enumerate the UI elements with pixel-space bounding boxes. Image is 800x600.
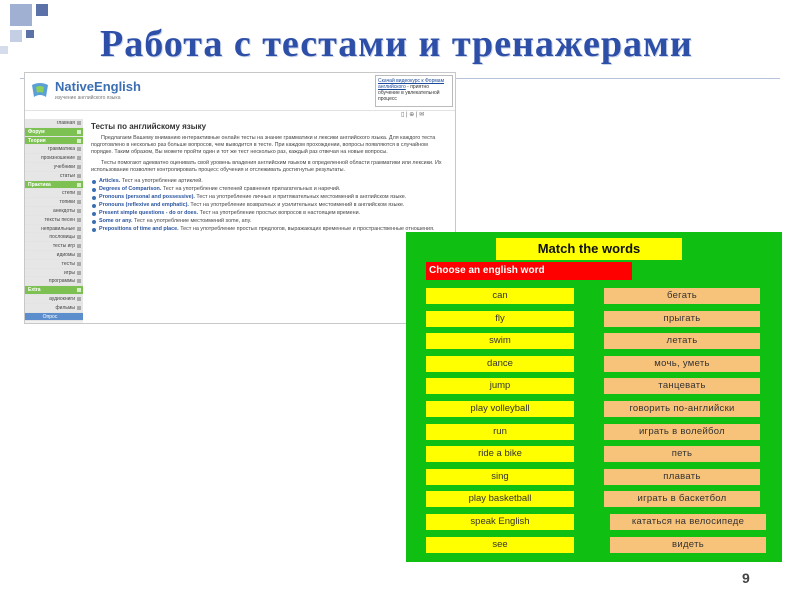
slide-title: Работа с тестами и тренажерами (100, 23, 693, 65)
test-description: Тест на употребление степеней сравнения прилагательных и наречий. (162, 186, 341, 192)
nav-item-label: аудиокниги (49, 295, 75, 302)
nav-arrow-icon (77, 279, 81, 283)
nav-item[interactable] (25, 145, 83, 154)
translation-button[interactable]: мочь, уметь (604, 356, 760, 372)
nav-arrow-icon (77, 183, 81, 187)
test-list-item (91, 194, 451, 201)
nav-item[interactable] (25, 172, 83, 181)
english-word-button[interactable]: see (426, 537, 574, 553)
game-prompt: Choose an english word (426, 262, 632, 280)
test-list-item (91, 202, 451, 209)
english-word-button[interactable]: ride a bike (426, 446, 574, 462)
nav-item-label: главная (56, 120, 75, 126)
translation-button[interactable]: танцевать (604, 378, 760, 394)
game-title: Match the words (496, 238, 682, 260)
nav-item[interactable] (25, 233, 83, 242)
nav-item[interactable] (25, 128, 83, 137)
translation-button[interactable]: плавать (604, 469, 760, 485)
site-header (25, 73, 455, 111)
nav-arrow-icon (77, 297, 81, 301)
nav-item[interactable] (25, 304, 83, 313)
english-word-button[interactable]: dance (426, 356, 574, 372)
site-nav (25, 119, 83, 323)
test-link[interactable]: Degrees of Comparison. (99, 186, 162, 192)
nav-item-label: степи (61, 190, 75, 197)
nav-item[interactable] (25, 163, 83, 172)
site-logo-tagline: изучение английского языка (55, 95, 121, 101)
intro-paragraph-1: Предлагаем Вашему вниманию интерактивные онлайн тесты на знание грамматики и лексики английского языка. Для каждого теста подготовлено в несколько раз больше вопросов, чем выводится в тесте. При каждом прохождении, вопросы появляются в случайном порядке. Таким образом, Вы можете пройти один и тот же тест несколько раз, каждый раз отвечая на новые вопросы. (91, 135, 436, 155)
nav-item[interactable] (25, 313, 83, 322)
nav-item-label: программы (48, 278, 75, 285)
translation-button[interactable]: петь (604, 446, 760, 462)
nav-item[interactable] (25, 269, 83, 278)
nav-arrow-icon (77, 218, 81, 222)
nav-arrow-icon (77, 244, 81, 248)
nav-item-label: неправильные (41, 225, 75, 232)
page-number: 9 (742, 570, 750, 586)
ad-text: - приятно обучение в увлекательной процесс (378, 84, 440, 102)
nav-item[interactable] (25, 225, 83, 234)
nav-arrow-icon (77, 200, 81, 204)
english-word-button[interactable]: play basketball (426, 491, 574, 507)
test-description: Тест на употребление простых вопросов в настоящем времени. (199, 210, 361, 216)
nav-arrow-icon (77, 130, 81, 134)
nav-item-label: фильмы (55, 304, 75, 311)
test-description: Тест на употребление местоимений some, any. (133, 218, 252, 224)
nav-item[interactable] (25, 189, 83, 198)
test-link[interactable]: Present simple questions - do or does. (99, 210, 199, 216)
nav-item-label: Теория (28, 137, 46, 144)
translation-button[interactable]: летать (604, 333, 760, 349)
nav-arrow-icon (77, 227, 81, 231)
site-logo-text[interactable]: NativeEnglish (55, 79, 141, 94)
site-toolbar: ▯ | ⊕ | ✉ (401, 112, 425, 118)
nav-item-label: учебники (53, 163, 75, 170)
nav-arrow-icon (77, 253, 81, 257)
english-word-button[interactable]: run (426, 424, 574, 440)
nav-arrow-icon (77, 235, 81, 239)
nav-item-label: тесты (61, 260, 75, 267)
intro-paragraph-2: Тесты помогают адекватно оценивать свой уровень владения английским языком в определенной области грамматики или лексики. Их использование позволяет контролировать процесс обучения и отслеживать достигнутые результаты. (91, 160, 442, 173)
nav-arrow-icon (77, 262, 81, 266)
nav-item[interactable] (25, 260, 83, 269)
ad-link[interactable]: Скачай видеокурс к Формам английского (378, 78, 445, 90)
nav-item-label: тексты песен (44, 216, 75, 223)
test-link[interactable]: Pronouns (personal and possessive). (99, 194, 195, 200)
nav-arrow-icon (77, 139, 81, 143)
nav-arrow-icon (77, 165, 81, 169)
translation-button[interactable]: прыгать (604, 311, 760, 327)
test-list-item (91, 178, 451, 185)
nav-item[interactable] (25, 286, 83, 295)
nav-item-label: Extra (28, 287, 41, 294)
english-word-button[interactable]: play volleyball (426, 401, 574, 417)
nav-item[interactable] (25, 137, 83, 146)
nav-item-label: анекдоты (53, 207, 75, 214)
test-link[interactable]: Pronouns (reflexive and emphatic). (99, 202, 189, 208)
translation-button[interactable]: говорить по-английски (604, 401, 760, 417)
nav-arrow-icon (77, 121, 81, 125)
test-description: Тест на употребление простых предлогов, выражающих временные и пространственные отношения. (180, 226, 435, 232)
content-title: Тесты по английскому языку (91, 122, 207, 131)
nav-item[interactable] (25, 198, 83, 207)
ad-box[interactable] (375, 75, 453, 107)
nav-item-label: игры (64, 269, 75, 276)
nav-item-label: статьи (59, 172, 75, 179)
test-description: Тест на употребление личных и притяжательных местоимений в английском языке. (196, 194, 407, 200)
english-word-button[interactable]: sing (426, 469, 574, 485)
english-word-button[interactable]: can (426, 288, 574, 304)
nav-item-label: пословицы (49, 234, 75, 241)
nav-item[interactable] (25, 216, 83, 225)
translation-button[interactable]: играть в баскетбол (604, 491, 760, 507)
test-list-item (91, 186, 451, 193)
website-screenshot (24, 72, 456, 324)
english-word-button[interactable]: jump (426, 378, 574, 394)
nav-item[interactable] (25, 154, 83, 163)
site-content (91, 123, 451, 323)
test-link[interactable]: Articles. (99, 178, 121, 184)
nav-item[interactable] (25, 207, 83, 216)
nav-arrow-icon (77, 306, 81, 310)
test-link[interactable]: Prepositions of time and place. (99, 226, 179, 232)
nav-item[interactable] (25, 119, 83, 128)
nav-arrow-icon (77, 147, 81, 151)
nav-arrow-icon (77, 271, 81, 275)
english-word-button[interactable]: fly (426, 311, 574, 327)
nav-item[interactable] (25, 295, 83, 304)
nav-item-label: грамматика (47, 146, 75, 153)
nav-item-label: топики (59, 199, 75, 206)
translation-button[interactable]: играть в волейбол (604, 424, 760, 440)
nav-arrow-icon (77, 209, 81, 213)
test-list-item (91, 210, 451, 217)
nav-item-label: Практика (28, 181, 51, 188)
test-list-item (91, 218, 451, 225)
nav-item-label: Форум (28, 128, 45, 135)
match-words-game (406, 232, 782, 562)
nav-item-label: тесты игр (52, 243, 75, 250)
english-word-button[interactable]: swim (426, 333, 574, 349)
test-link[interactable]: Some or any. (99, 218, 133, 224)
test-list (91, 178, 451, 233)
nav-item[interactable] (25, 251, 83, 260)
nav-arrow-icon (77, 156, 81, 160)
nav-arrow-icon (77, 288, 81, 292)
nav-item-label: произношение (40, 155, 75, 162)
logo-icon (29, 79, 51, 101)
translation-button[interactable]: видеть (610, 537, 766, 553)
test-description: Тест на употребление возвратных и усилительных местоимений в английском языке. (190, 202, 405, 208)
test-list-item (91, 226, 451, 233)
test-description: Тест на употребление артиклей. (121, 178, 203, 184)
nav-item[interactable] (25, 277, 83, 286)
nav-item-label: Опрос (42, 313, 58, 320)
english-word-button[interactable]: speak English (426, 514, 574, 530)
nav-item[interactable] (25, 181, 83, 190)
nav-item[interactable] (25, 242, 83, 251)
nav-item-label: идиомы (56, 251, 75, 258)
nav-arrow-icon (77, 191, 81, 195)
translation-button[interactable]: бегать (604, 288, 760, 304)
nav-arrow-icon (77, 174, 81, 178)
translation-button[interactable]: кататься на велосипеде (610, 514, 766, 530)
